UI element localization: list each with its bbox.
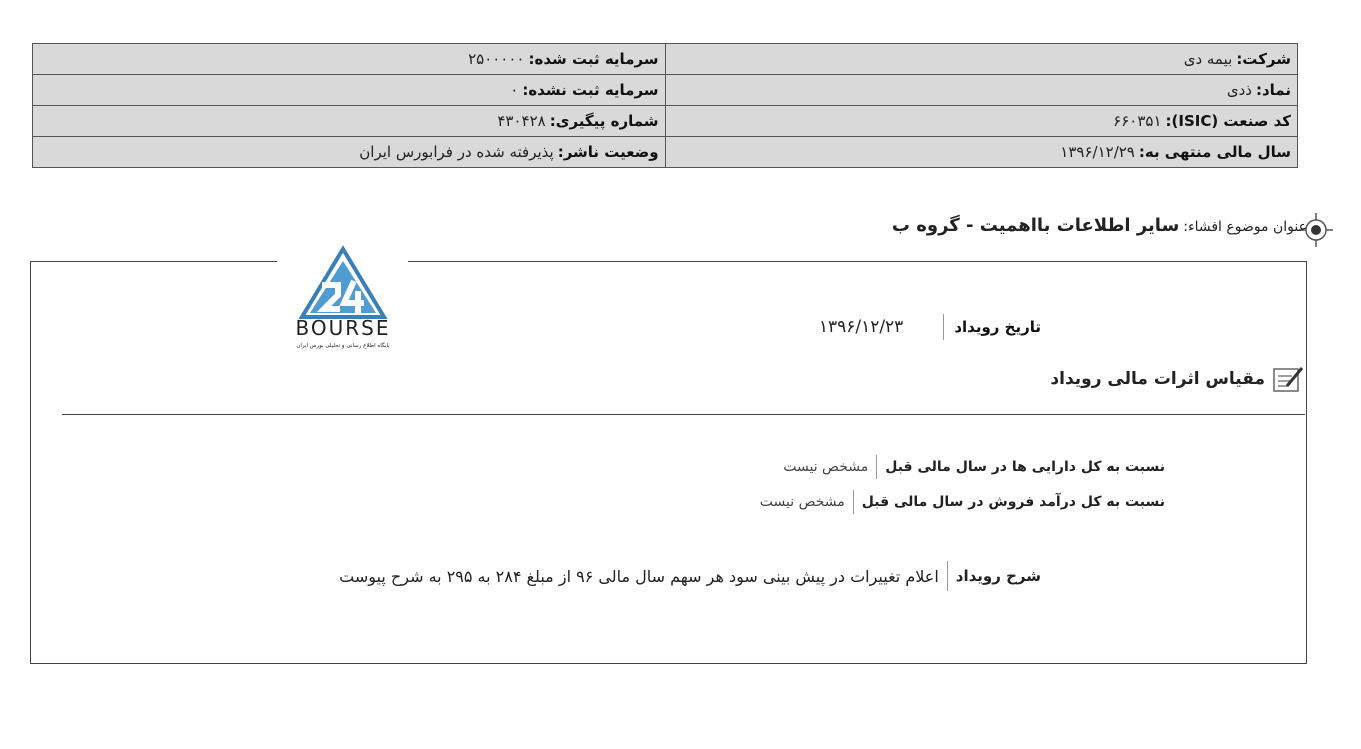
isic-label: کد صنعت (ISIC): — [1165, 112, 1291, 130]
info-row — [33, 75, 1298, 106]
fiscal-year-label: سال مالی منتهی به: — [1138, 143, 1291, 161]
company-info-table — [32, 43, 1298, 168]
event-description-row — [339, 561, 1041, 591]
symbol-value: ذدی — [1226, 81, 1252, 99]
registered-capital-cell — [33, 44, 666, 75]
section-divider — [62, 414, 1305, 415]
event-description-value: اعلام تغییرات در پیش بینی سود هر سهم سال مالی ۹۶ از مبلغ ۲۸۴ به ۲۹۵ به شرح پیوست — [339, 566, 939, 586]
frame-right-line — [1306, 261, 1307, 664]
bourse-logo — [280, 245, 406, 355]
financial-effects-text: مقیاس اثرات مالی رویداد — [1050, 369, 1265, 389]
edit-note-icon — [1271, 364, 1305, 394]
event-date-label: تاریخ رویداد — [954, 318, 1041, 336]
divider — [876, 455, 877, 479]
company-value: بیمه دی — [1183, 50, 1233, 68]
symbol-label: نماد: — [1255, 81, 1291, 99]
disclosure-subject — [892, 215, 1307, 236]
tracking-number-label: شماره پیگیری: — [549, 112, 659, 130]
tracking-number-value: ۴۳۰۴۲۸ — [497, 112, 546, 130]
event-date-row — [819, 314, 1041, 340]
event-description-label: شرح رویداد — [955, 567, 1041, 585]
company-label: شرکت: — [1236, 50, 1291, 68]
ratio-row-assets — [783, 455, 1165, 479]
company-cell — [665, 44, 1297, 75]
ratio-assets-label: نسبت به کل دارایی ها در سال مالی قبل — [885, 459, 1165, 475]
publisher-status-cell — [33, 137, 666, 168]
divider — [947, 561, 948, 591]
divider — [853, 490, 854, 514]
frame-top-right-line — [408, 261, 1307, 262]
subject-label: عنوان موضوع افشاء: — [1183, 219, 1307, 235]
logo-caption: پایگاه اطلاع رسانی و تحلیلی بورس ایران — [296, 343, 390, 349]
ratio-row-revenue — [760, 490, 1165, 514]
ratio-assets-value: مشخص نیست — [783, 459, 869, 475]
info-row — [33, 137, 1298, 168]
registered-capital-label: سرمایه ثبت شده: — [528, 50, 659, 68]
unregistered-capital-value: ۰ — [510, 81, 519, 99]
logo-text: BOURSE — [295, 316, 391, 340]
financial-effects-title — [1050, 364, 1305, 394]
registered-capital-value: ۲۵۰۰۰۰۰ — [468, 50, 525, 68]
info-row — [33, 44, 1298, 75]
fiscal-year-cell — [665, 137, 1297, 168]
subject-value: سایر اطلاعات بااهمیت - گروه ب — [891, 215, 1180, 236]
event-date-value: ۱۳۹۶/۱۲/۲۳ — [818, 317, 904, 337]
divider — [943, 314, 944, 340]
fiscal-year-value: ۱۳۹۶/۱۲/۲۹ — [1060, 143, 1135, 161]
frame-bottom-line — [30, 663, 1307, 664]
ratio-revenue-label: نسبت به کل درآمد فروش در سال مالی قبل — [861, 494, 1165, 510]
info-row — [33, 106, 1298, 137]
publisher-status-value: پذیرفته شده در فرابورس ایران — [359, 143, 554, 161]
frame-top-left-line — [30, 261, 277, 262]
tracking-number-cell — [33, 106, 666, 137]
isic-cell — [665, 106, 1297, 137]
isic-value: ۶۶۰۳۵۱ — [1113, 112, 1162, 130]
ratio-revenue-value: مشخص نیست — [759, 494, 845, 510]
symbol-cell — [665, 75, 1297, 106]
frame-left-line — [30, 261, 31, 664]
unregistered-capital-label: سرمایه ثبت نشده: — [522, 81, 659, 99]
unregistered-capital-cell — [33, 75, 666, 106]
publisher-status-label: وضعیت ناشر: — [557, 143, 659, 161]
